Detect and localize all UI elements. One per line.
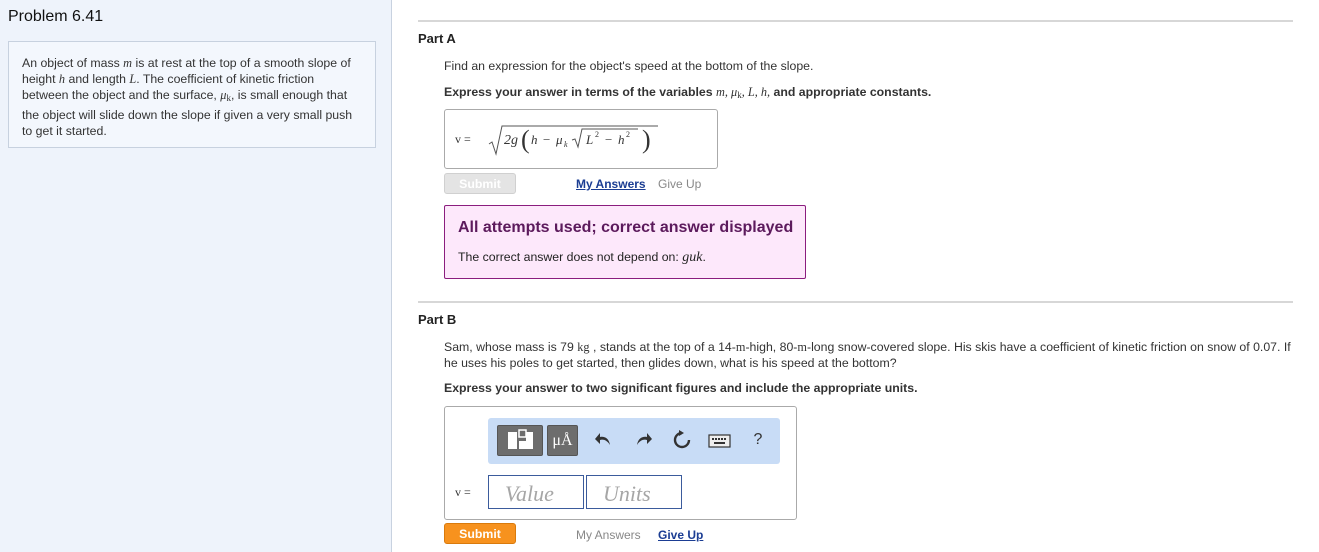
instruction-subscript: k: [737, 90, 742, 100]
desc-text: An object of mass: [22, 56, 124, 70]
part-a-divider: [418, 20, 1293, 22]
answer-formula: [488, 122, 668, 162]
part-a-answer-label: v =: [455, 132, 471, 146]
var-mu: μ: [220, 88, 227, 103]
instruction-vars: m, μ: [716, 85, 738, 99]
formula-L: L: [586, 132, 594, 147]
undo-glyph: [592, 428, 616, 452]
part-a-question: Find an expression for the object's speed at the bottom of the slope.: [444, 59, 814, 73]
part-a-submit-button[interactable]: Submit: [444, 173, 516, 194]
templates-icon[interactable]: [497, 425, 543, 456]
feedback-box: [444, 205, 806, 279]
part-b-submit-button[interactable]: Submit: [444, 523, 516, 544]
var-m: m: [123, 56, 133, 70]
desc-text: and length: [65, 72, 130, 87]
formula-mu: μ: [556, 132, 563, 147]
question-text: , stands at the top of a 14-: [589, 340, 736, 354]
feedback-title: All attempts used; correct answer displayed: [458, 219, 794, 236]
value-input[interactable]: Value: [488, 475, 584, 509]
formula-sq: 2: [595, 130, 599, 139]
math-toolbar: [488, 418, 780, 464]
undo-icon[interactable]: [592, 428, 616, 452]
redo-icon[interactable]: [631, 428, 655, 452]
unit-m: m: [735, 340, 746, 354]
problem-description: [8, 41, 376, 148]
reset-glyph: [670, 428, 694, 452]
formula-minus: −: [543, 132, 551, 147]
part-b-title[interactable]: Part B: [418, 312, 457, 327]
var-h: h: [58, 72, 66, 87]
unit-m: m: [797, 340, 807, 354]
instruction-text: Express your answer in terms of the variables: [444, 85, 717, 99]
var-L: L: [129, 72, 137, 87]
templates-glyph: [498, 426, 542, 455]
part-b-divider: [418, 301, 1293, 303]
problem-pane: [0, 0, 392, 552]
units-input[interactable]: Units: [586, 475, 682, 509]
feedback-text: [458, 250, 706, 266]
keyboard-icon[interactable]: [707, 428, 733, 452]
instruction-text: and appropriate constants.: [770, 85, 932, 99]
formula-paren-close: ): [642, 125, 651, 154]
part-b-give-up-link[interactable]: Give Up: [658, 528, 704, 542]
formula-minus: −: [605, 132, 613, 147]
part-b-question: [444, 339, 1296, 371]
part-a-instruction: [444, 84, 931, 103]
desc-text: , is small enough that the object will slide down the slope if given a very small push to get it started.: [22, 88, 353, 138]
part-b-answer-label: v =: [455, 485, 471, 499]
part-a-my-answers-link[interactable]: My Answers: [576, 177, 646, 191]
reset-icon[interactable]: [670, 428, 694, 452]
var-mu-subscript: k: [226, 93, 231, 104]
desc-text: is at rest at the top of a smooth slope of height: [22, 56, 351, 87]
unit-kg: kg: [577, 340, 590, 354]
formula-2g: 2g: [504, 133, 518, 148]
part-b-instruction: Express your answer to two significant figures and include the appropriate units.: [444, 381, 918, 395]
formula-sq2: 2: [626, 130, 630, 139]
part-b-my-answers-link[interactable]: My Answers: [576, 528, 641, 542]
question-text: -high, 80-: [745, 340, 798, 354]
desc-text: . The coefficient of kinetic friction between the object and the surface,: [22, 72, 315, 103]
help-icon[interactable]: ?: [753, 431, 763, 448]
formula-k: k: [564, 140, 568, 149]
formula-h2: h: [618, 132, 625, 147]
feedback-vars: guk: [682, 250, 703, 265]
question-text: -long snow-covered slope. His skis have a coefficient of kinetic friction on snow of 0.07. If he uses his poles to get started, then glides down, what is his speed at the bottom?: [444, 340, 1291, 370]
part-a-title[interactable]: Part A: [418, 31, 456, 46]
units-icon[interactable]: μÅ: [547, 425, 578, 456]
question-text: Sam, whose mass is 79: [444, 340, 578, 354]
formula-paren-open: (: [521, 125, 530, 154]
redo-glyph: [631, 428, 655, 452]
feedback-end: .: [702, 250, 706, 264]
feedback-message: The correct answer does not depend on:: [458, 250, 683, 264]
part-a-give-up-link[interactable]: Give Up: [658, 177, 702, 191]
formula-h: h: [531, 132, 538, 147]
instruction-vars: , L, h,: [741, 85, 771, 99]
keyboard-glyph: [707, 428, 733, 452]
problem-title: Problem 6.41: [8, 8, 104, 25]
